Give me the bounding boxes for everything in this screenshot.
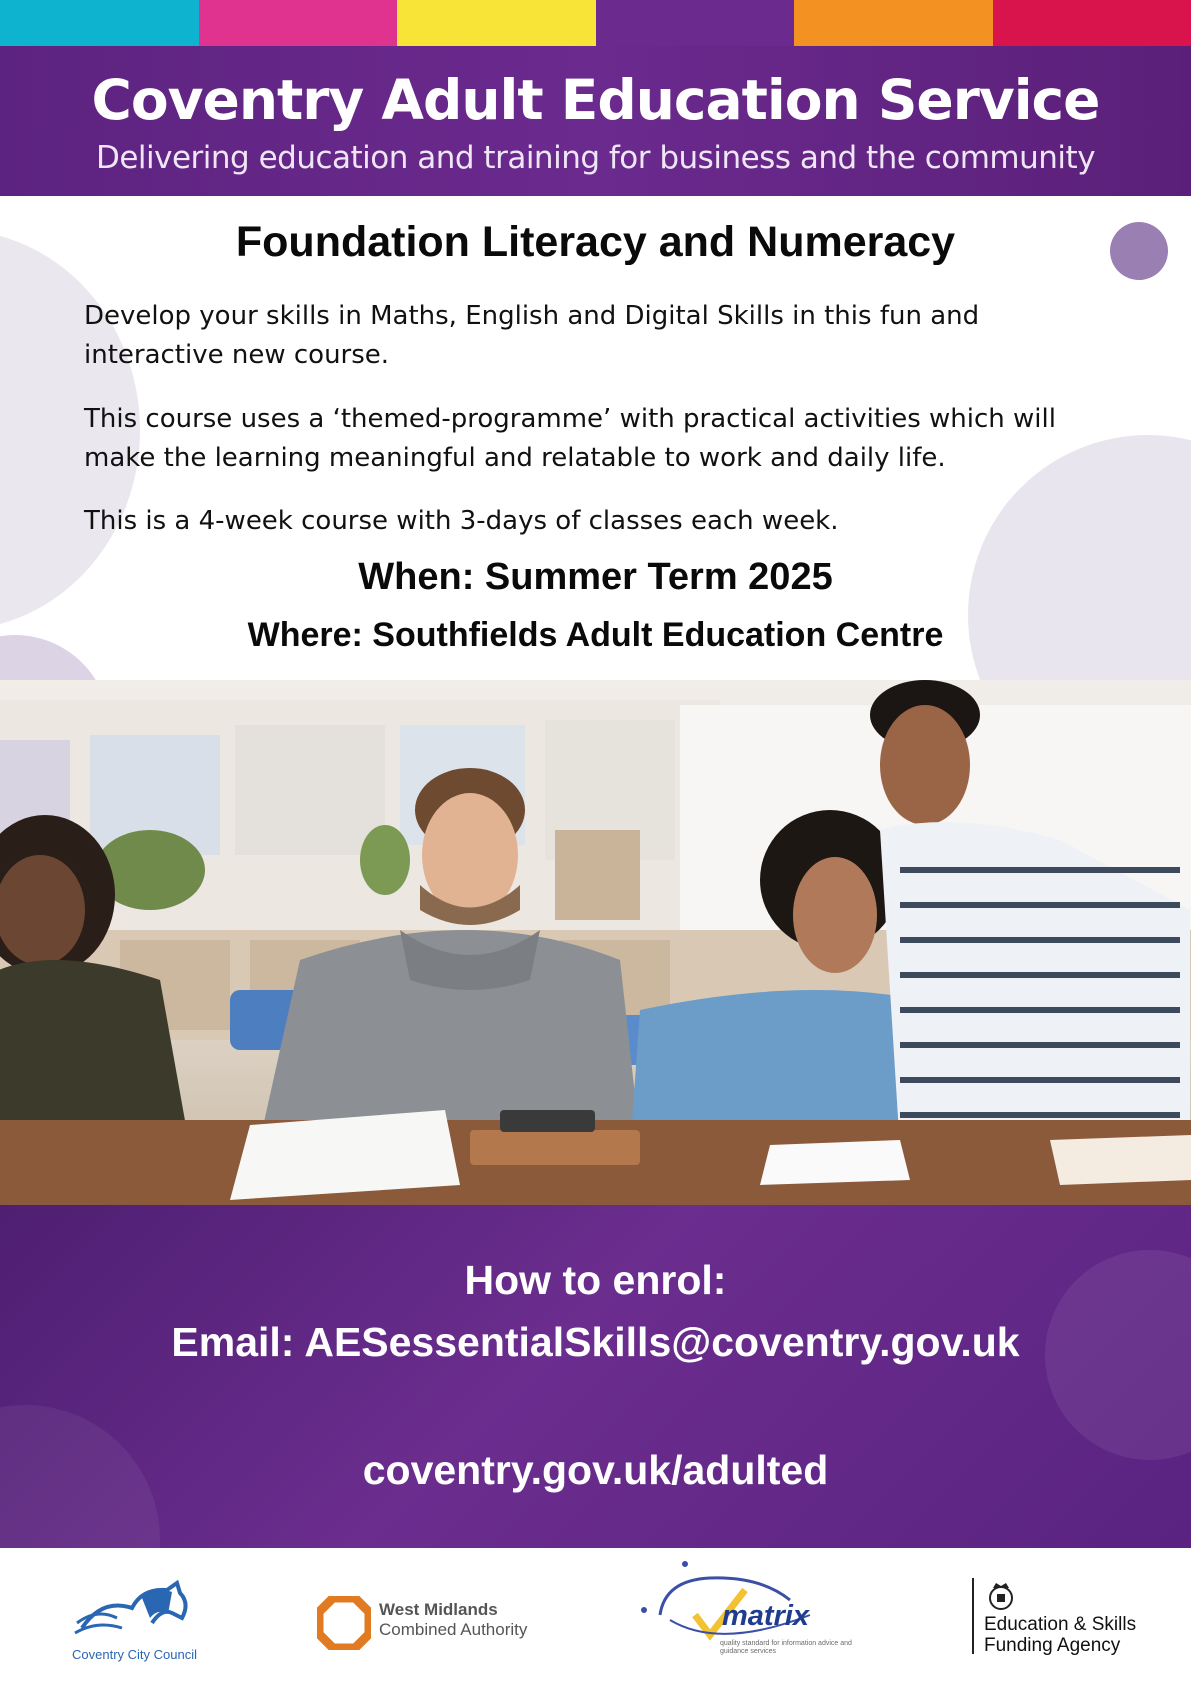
matrix-wordmark: matrix [722, 1600, 810, 1632]
header-banner [0, 46, 1191, 196]
wmca-line1: West Midlands [379, 1600, 498, 1619]
matrix-logo [640, 1560, 850, 1670]
partner-logos-footer [0, 1548, 1191, 1684]
wmca-octagon-icon [317, 1596, 371, 1650]
royal-crest-icon [984, 1580, 1018, 1612]
course-description-1: Develop your skills in Maths, English and Digital Skills in this fun and interactive new course. [84, 301, 980, 370]
stripe-orange [794, 0, 993, 46]
course-where: Where: Southfields Adult Education Centre [247, 616, 944, 654]
classroom-photo [0, 680, 1191, 1205]
stripe-red [993, 0, 1191, 46]
stripe-cyan [0, 0, 199, 46]
stripe-pink [199, 0, 398, 46]
coventry-city-council-logo [72, 1578, 222, 1663]
wmca-logo [317, 1596, 557, 1656]
classroom-illustration [0, 680, 1191, 1205]
color-stripe-bar [0, 0, 1191, 46]
course-description-3: This is a 4-week course with 3-days of classes each week. [84, 506, 839, 536]
course-title: Foundation Literacy and Numeracy [235, 218, 956, 266]
esfa-logo [972, 1578, 1172, 1663]
service-title: Coventry Adult Education Service [91, 68, 1100, 132]
stripe-purple [596, 0, 795, 46]
stripe-yellow [397, 0, 596, 46]
wmca-line2: Combined Authority [379, 1620, 528, 1639]
esfa-line2: Funding Agency [984, 1635, 1121, 1656]
course-when: When: Summer Term 2025 [358, 556, 833, 598]
coventry-logo-text: Coventry City Council [72, 1647, 197, 1662]
enrol-section [0, 1205, 1191, 1548]
esfa-line1: Education & Skills [984, 1614, 1137, 1635]
enrol-website-link[interactable]: coventry.gov.uk/adulted [362, 1447, 829, 1493]
matrix-tagline: quality standard for information advice and guidance services [720, 1640, 852, 1655]
course-description-2: This course uses a ‘themed-programme’ with practical activities which will make the learning meaningful and relatable to work and daily life. [84, 404, 1056, 473]
enrol-heading: How to enrol: [464, 1257, 727, 1303]
coventry-horse-icon [72, 1578, 222, 1638]
service-subtitle: Delivering education and training for business and the community [95, 140, 1096, 176]
enrol-email-link[interactable]: Email: AESessentialSkills@coventry.gov.uk [171, 1319, 1020, 1365]
